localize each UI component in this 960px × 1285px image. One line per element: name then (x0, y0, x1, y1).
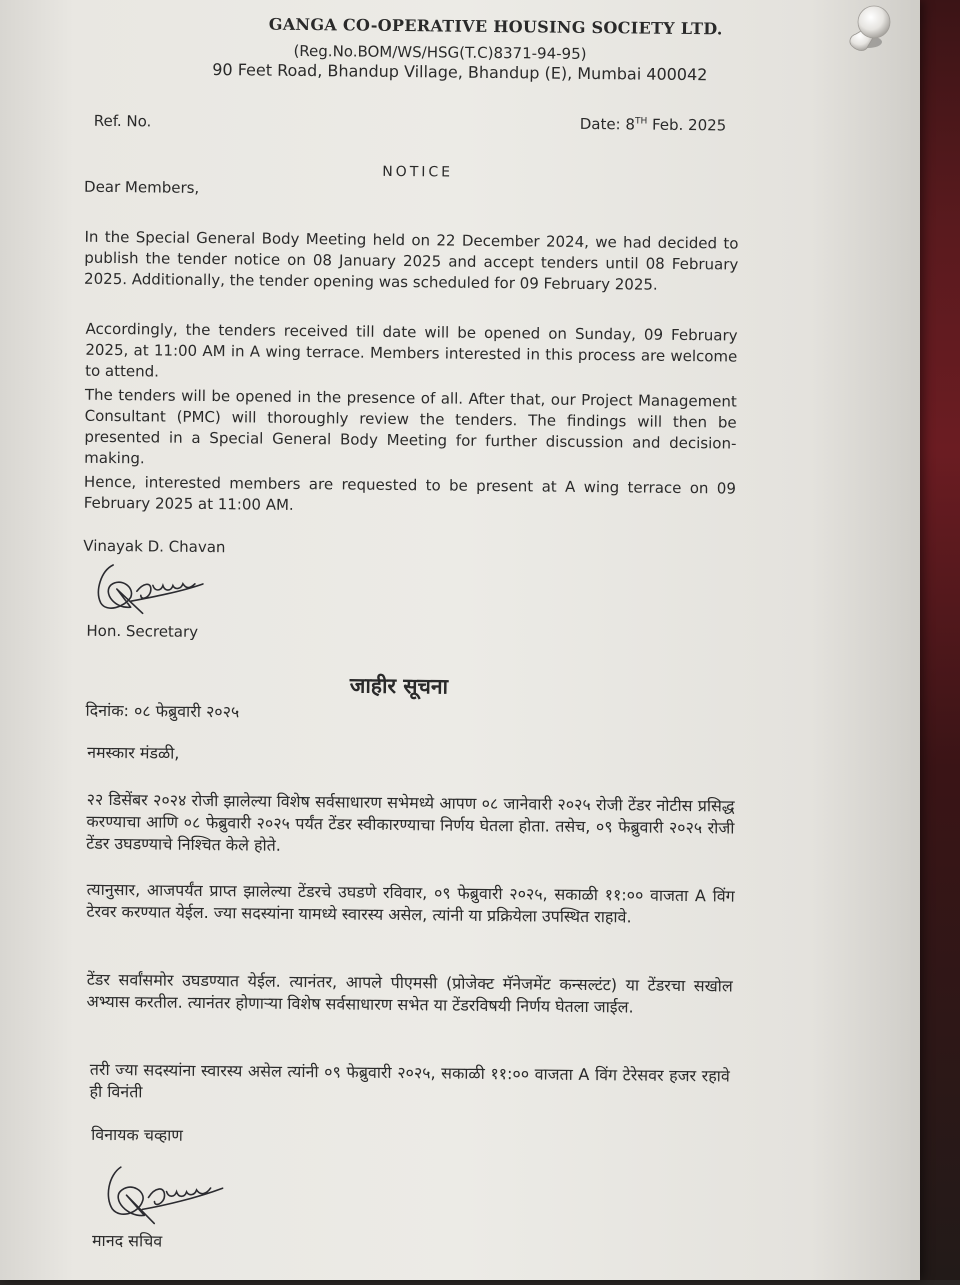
push-pin-icon (838, 2, 898, 62)
signature (98, 1157, 229, 1230)
marathi-paragraph: २२ डिसेंबर २०२४ रोजी झालेल्या विशेष सर्वसाधारण सभेमध्ये आपण ०८ जानेवारी २०२५ रोजी टेंडर नोटीस प्रसिद्ध करण्याचा आणि ०८ फेब्रुवारी २०२५ पर्यंत टेंडर स्वीकारण्याचा निर्णय घेतला होता. तसेच, ०९ फेब्रुवारी २०२५ रोजी टेंडर उघडण्याचे निश्चित केले होते. (86, 789, 735, 855)
marathi-signatory-title: मानद सचिव (91, 1230, 163, 1251)
marathi-paragraph: तरी ज्या सदस्यांना स्वारस्य असेल त्यांनी ०९ फेब्रुवारी २०२५, सकाळी ११:०० वाजता A विंग टेरेसवर हजर रहावे ही विनंती (89, 1059, 730, 1102)
date-suffix: Feb. 2025 (647, 115, 727, 135)
notice-date (580, 115, 727, 135)
signature (91, 557, 210, 620)
marathi-salutation: नमस्कार मंडळी, (87, 742, 180, 763)
marathi-paragraph: त्यानुसार, आजपर्यंत प्राप्त झालेल्या टेंडरचे उघडणे रविवार, ०९ फेब्रुवारी २०२५, सकाळी ११:०० वाजता A विंग टेरवर करण्यात येईल. ज्या सदस्यांना यामध्ये स्वारस्य असेल, त्यांनी या प्रक्रियेला उपस्थित राहावे. (86, 879, 735, 927)
ref-label: Ref. No. (93, 111, 152, 131)
notice-heading: NOTICE (382, 163, 454, 181)
salutation: Dear Members, (83, 177, 200, 197)
english-paragraph: The tenders will be opened in the presence of all. After that, our Project Management Consultant (PMC) will thoroughly review the tenders. The findings will then be presented in a Special General Body Meeting for further discussion and decision-making. (84, 385, 737, 468)
marathi-signatory-name: विनायक चव्हाण (91, 1124, 183, 1145)
english-paragraph: In the Special General Body Meeting held on 22 December 2024, we had decided to publish the tender notice on 08 January 2025 and accept tenders until 08 February 2025. Additionally, the tender opening was scheduled for 09 February 2025. (84, 227, 739, 294)
signatory-title: Hon. Secretary (86, 621, 199, 641)
marathi-date: दिनांक: ०८ फेब्रुवारी २०२५ (85, 700, 240, 722)
english-paragraph: Accordingly, the tenders received till date will be opened on Sunday, 09 February 2025, at 11:00 AM in A wing terrace. Members interested in this process are welcome to attend. (85, 319, 738, 381)
registration-number: (Reg.No.BOM/WS/HSG(T.C)8371-94-95) (293, 41, 587, 63)
society-address: 90 Feet Road, Bhandup Village, Bhandup (E), Mumbai 400042 (212, 60, 708, 85)
society-name: GANGA CO-OPERATIVE HOUSING SOCIETY LTD. (268, 14, 723, 39)
signatory-name: Vinayak D. Chavan (83, 536, 226, 557)
marathi-paragraph: टेंडर सर्वांसमोर उघडण्यात येईल. त्यानंतर, आपले पीएमसी (प्रोजेक्ट मॅनेजमेंट कन्सल्टंट) या टेंडरचा सखोल अभ्यास करतील. त्यानंतर होणाऱ्या विशेष सर्वसाधारण सभेत या टेंडरविषयी निर्णय घेतला जाईल. (86, 969, 733, 1017)
marathi-heading: जाहीर सूचना (349, 673, 449, 699)
date-prefix: Date: 8 (579, 114, 636, 134)
english-paragraph: Hence, interested members are requested to be present at A wing terrace on 09 February 2025 at 11:00 AM. (83, 472, 737, 514)
date-superscript: TH (634, 116, 648, 127)
